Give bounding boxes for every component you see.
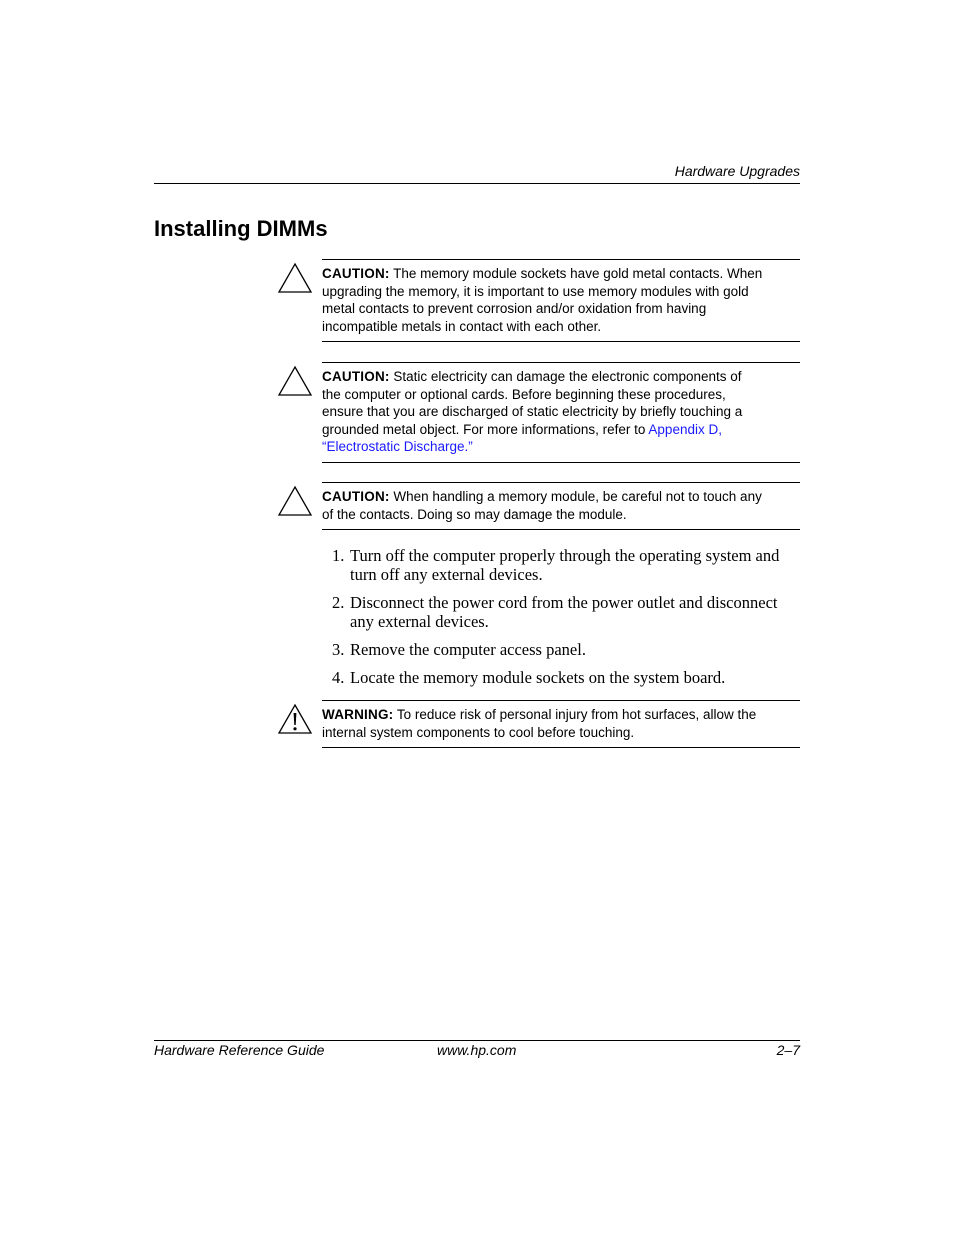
footer-rule xyxy=(154,1040,800,1041)
footer-page-number: 2–7 xyxy=(776,1042,800,1058)
list-item xyxy=(322,668,800,687)
step-number: 1. xyxy=(332,546,345,565)
caution-notice xyxy=(322,482,800,530)
step-text: Turn off the computer properly through the operating system and turn off any external devices. xyxy=(350,546,780,584)
caution-notice xyxy=(322,259,800,342)
footer-guide-title: Hardware Reference Guide xyxy=(154,1042,325,1058)
caution-label: CAUTION: xyxy=(322,489,390,504)
caution-notice-text xyxy=(322,488,762,523)
caution-triangle-icon xyxy=(277,262,313,294)
section-title: Installing DIMMs xyxy=(154,216,328,241)
caution-label: CAUTION: xyxy=(322,369,390,384)
warning-body: To reduce risk of personal injury from hot surfaces, allow the internal system components to cool before touching. xyxy=(322,707,757,740)
running-header: Hardware Upgrades xyxy=(674,163,800,179)
caution-notice xyxy=(322,362,800,463)
caution-label: CAUTION: xyxy=(322,266,390,281)
caution-body: When handling a memory module, be careful not to touch any of the contacts. Doing so may damage the module. xyxy=(322,489,762,522)
warning-notice-text xyxy=(322,706,762,741)
warning-triangle-icon xyxy=(277,703,313,735)
step-number: 2. xyxy=(332,593,345,612)
list-item xyxy=(322,640,800,659)
caution-triangle-icon xyxy=(277,485,313,517)
header-rule xyxy=(154,183,800,184)
list-item xyxy=(322,593,800,631)
caution-triangle-icon xyxy=(277,365,313,397)
step-number: 4. xyxy=(332,668,345,687)
list-item xyxy=(322,546,800,584)
caution-body: Static electricity can damage the electronic components of the computer or optional cards. Before beginning these procedures, ensure that you are discharged of static electricity by briefly touching a grounded metal object. For more informations, refer to xyxy=(322,369,743,437)
caution-body: The memory module sockets have gold metal contacts. When upgrading the memory, it is important to use memory modules with gold metal contacts to prevent corrosion and/or oxidation from having incompatible metals in contact with each other. xyxy=(322,266,763,334)
step-number: 3. xyxy=(332,640,345,659)
caution-notice-text xyxy=(322,265,767,335)
step-text: Remove the computer access panel. xyxy=(350,640,586,659)
appendix-d-link[interactable]: Appendix D, “Electrostatic Discharge.” xyxy=(322,421,722,454)
procedure-steps xyxy=(322,546,800,696)
step-text: Disconnect the power cord from the power outlet and disconnect any external devices. xyxy=(350,593,778,631)
warning-notice xyxy=(322,700,800,748)
warning-label: WARNING: xyxy=(322,707,394,722)
caution-notice-text xyxy=(322,368,754,456)
step-text: Locate the memory module sockets on the system board. xyxy=(350,668,726,687)
footer-url: www.hp.com xyxy=(437,1042,517,1058)
